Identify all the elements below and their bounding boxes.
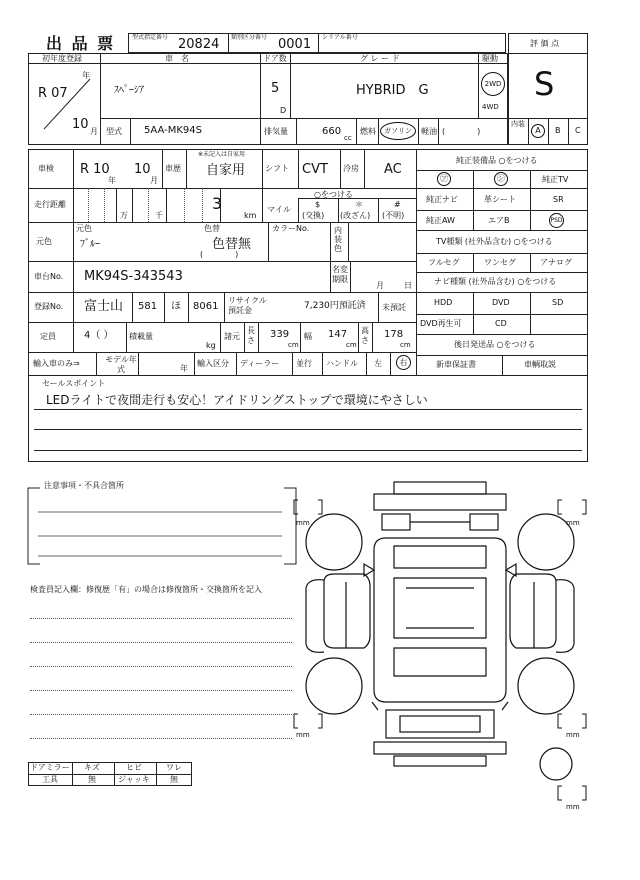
- fuel-label: 燃料: [360, 127, 376, 136]
- reg-number: 8061: [193, 301, 219, 312]
- shaken-month: 10: [134, 162, 151, 177]
- mileage-label: 走行距離: [34, 200, 66, 209]
- height-label: 高さ: [361, 326, 369, 345]
- interior-c: C: [575, 126, 581, 135]
- tv-fullseg: フルセグ: [428, 258, 460, 267]
- navi-sd: SD: [552, 298, 564, 307]
- first-reg-year: R 07: [38, 86, 68, 101]
- tbl-break: ワレ: [166, 763, 182, 772]
- mm-rr: mm: [566, 731, 580, 739]
- grade-value: HYBRID G: [356, 83, 429, 98]
- navi-hdd: HDD: [434, 298, 453, 307]
- tamper-symbol: ＊: [355, 200, 363, 209]
- name-change-day: 日: [404, 281, 412, 290]
- equip-airbag: エアB: [488, 216, 510, 225]
- model-year-unit: 年: [180, 364, 188, 373]
- tv-oneseg: ワンセグ: [484, 258, 516, 267]
- unknown-text: (不明): [382, 211, 405, 220]
- capacity-label: 定員: [40, 332, 56, 341]
- import-type-label: 輸入区分: [197, 359, 229, 368]
- later-warranty: 新車保証書: [436, 360, 476, 369]
- use-note: ※未記入は自家用: [198, 151, 246, 158]
- repaint-label: 色替: [204, 224, 220, 233]
- mm-rl: mm: [296, 731, 310, 739]
- doors-label: ドア数: [263, 54, 287, 63]
- capacity-value: 4（ ）: [84, 330, 114, 341]
- fuel-gasoline-circled: ガソリン: [380, 122, 416, 140]
- tbl-jack: ジャッキ: [118, 775, 150, 784]
- drive-2wd-circled: 2WD: [481, 72, 505, 96]
- exchange-symbol: $: [315, 200, 321, 209]
- exchange-text: (交換): [302, 211, 325, 220]
- orig-color-sub: 元色: [76, 224, 92, 233]
- use-value: 自家用: [206, 163, 246, 178]
- type-cert-value: 20824: [178, 37, 220, 52]
- diesel-paren: ( ): [442, 127, 481, 136]
- model-label: 型式: [106, 127, 122, 136]
- displacement-label: 排気量: [264, 127, 288, 136]
- mile-label: マイル: [267, 205, 291, 214]
- shift-value: CVT: [302, 162, 328, 177]
- tbl-scratch: キズ: [84, 763, 100, 772]
- shaken-year: R 10: [80, 162, 110, 177]
- shift-label: シフト: [265, 164, 289, 173]
- import-only-label: 輸入車のみ⇒: [33, 359, 80, 368]
- later-manual: 車輌取説: [524, 360, 556, 369]
- equip-genuine-aw: 純正AW: [426, 216, 455, 225]
- tbl-jack-value: 無: [170, 775, 178, 784]
- class-label: 類別区分番号: [231, 34, 268, 41]
- ac-label: 冷房: [343, 164, 359, 173]
- dims-label: 諸元: [224, 332, 240, 341]
- reg-label: 登録No.: [34, 302, 64, 311]
- mm-fr: mm: [566, 519, 580, 527]
- notes-bracket: [26, 486, 298, 566]
- shaken-label: 車検: [38, 164, 54, 173]
- tbl-tools: 工具: [42, 775, 58, 784]
- notes-label: 注意事項・不具合箇所: [44, 481, 124, 490]
- repaint-paren: ( ): [200, 250, 239, 259]
- mileage-mark-note: ○をつける: [314, 190, 353, 199]
- door-type: D: [280, 106, 287, 115]
- repaint-value: 色替無: [212, 237, 252, 252]
- use-label: 車歴: [165, 164, 181, 173]
- width-cm: cm: [346, 341, 357, 349]
- class-value: 0001: [278, 37, 312, 52]
- handle-label: ハンドル: [326, 359, 358, 368]
- drive-label: 駆動: [482, 54, 498, 63]
- ac-value: AC: [384, 162, 402, 177]
- first-reg-label: 初年度登録: [42, 54, 82, 63]
- name-change-label: 名変期限: [332, 265, 348, 284]
- eval-label: 評 価 点: [530, 39, 560, 48]
- eval-score: S: [534, 65, 555, 103]
- interior-color-label: 内装色: [334, 226, 342, 253]
- orig-color-label: 元色: [36, 237, 52, 246]
- colorno-label: カラーNo.: [272, 224, 310, 233]
- navi-title: ナビ種類 (社外品含む) ○をつける: [434, 277, 557, 286]
- width-label: 幅: [304, 332, 312, 341]
- type-cert-label: 型式指定番号: [132, 34, 169, 41]
- grade-label: グ レ ー ド: [360, 54, 400, 63]
- reg-area: 富士山: [84, 299, 124, 314]
- form-title: 出 品 票: [46, 34, 116, 53]
- equip-genuine-tv: 純正TV: [542, 175, 569, 184]
- length-value: 339: [270, 329, 290, 340]
- recycle-label: リサイクル預託金: [228, 296, 267, 315]
- right-option-circled: 右: [396, 355, 411, 370]
- sen-unit: 千: [155, 211, 163, 220]
- length-cm: cm: [288, 341, 299, 349]
- first-reg-month: 10: [72, 117, 89, 132]
- serial-label: シリアル番号: [322, 34, 358, 41]
- shaken-year-unit: 年: [108, 176, 116, 185]
- displacement-value: 660: [322, 126, 342, 137]
- navi-dvd-play: DVD再生可: [420, 319, 462, 328]
- car-damage-diagram: [290, 478, 600, 808]
- sales-point-label: セールスポイント: [42, 379, 106, 388]
- kg-unit: kg: [206, 341, 216, 350]
- left-option: 左: [374, 359, 382, 368]
- height-cm: cm: [400, 341, 411, 349]
- tamper-text: (改ざん): [340, 211, 371, 220]
- chassis-value: MK94S-343543: [84, 269, 183, 284]
- dealer-option: ディーラー: [240, 359, 280, 368]
- tv-analog: アナログ: [540, 258, 572, 267]
- equip-sr: SR: [553, 195, 564, 204]
- tbl-door-mirror: ドアミラー: [30, 763, 70, 772]
- tbl-tools-value: 無: [88, 775, 96, 784]
- km-unit: km: [244, 211, 257, 220]
- equip-a-circled: ㋐: [437, 172, 451, 186]
- doors-value: 5: [271, 81, 280, 96]
- height-value: 178: [384, 329, 404, 340]
- color-value: ﾌﾞﾙｰ: [80, 239, 100, 250]
- model-year-label: モデル年式: [105, 355, 137, 374]
- name-change-month: 月: [376, 281, 384, 290]
- unknown-symbol: #: [394, 200, 401, 209]
- width-value: 147: [328, 329, 348, 340]
- parallel-option: 並行: [296, 359, 312, 368]
- month-unit: 月: [90, 127, 98, 136]
- not-deposited: 未預託: [382, 303, 406, 312]
- equip-genuine-navi: 純正ナビ: [426, 195, 458, 204]
- reg-class: 581: [138, 301, 158, 312]
- equip-psd-circled: PSD: [549, 213, 564, 228]
- reg-kana: ほ: [171, 301, 181, 312]
- interior-label: 内装: [511, 120, 525, 128]
- tv-title: TV種類 (社外品含む) ○をつける: [436, 237, 553, 246]
- model-value: 5AA-MK94S: [144, 125, 202, 136]
- car-name-label: 車 名: [165, 54, 189, 63]
- man-unit: 万: [120, 211, 128, 220]
- mm-spare: mm: [566, 803, 580, 811]
- shaken-month-unit: 月: [150, 176, 158, 185]
- chassis-label: 車台No.: [34, 272, 64, 281]
- inspector-label: 検査員記入欄：修復歴「有」の場合は修復箇所・交換箇所を記入: [30, 585, 262, 594]
- navi-cd: CD: [495, 319, 507, 328]
- diesel-label: 軽油: [421, 127, 437, 136]
- recycle-value: 7,230円預託済: [304, 301, 366, 311]
- length-label: 長さ: [247, 326, 255, 345]
- year-unit: 年: [82, 71, 90, 80]
- tbl-crack: ヒビ: [126, 763, 142, 772]
- sales-point-text: LEDライトで夜間走行も安心！アイドリングストップで環境にやさしい: [46, 393, 428, 407]
- interior-b: B: [555, 126, 561, 135]
- navi-dvd: DVD: [492, 298, 510, 307]
- interior-a-circled: A: [531, 124, 545, 138]
- mileage-digit: 3: [212, 194, 223, 213]
- car-name-value: ｽﾍﾟｰｼｱ: [114, 85, 144, 96]
- mm-fl: mm: [296, 519, 310, 527]
- genuine-title: 純正装備品 ○をつける: [456, 156, 538, 165]
- cc-unit: cc: [344, 134, 352, 142]
- later-title: 後日発送品 ○をつける: [454, 340, 536, 349]
- equip-b-circled: ㋛: [494, 172, 508, 186]
- equip-leather-seat: 革シート: [484, 195, 516, 204]
- drive-4wd: 4WD: [482, 103, 499, 111]
- load-label: 積載量: [129, 332, 153, 341]
